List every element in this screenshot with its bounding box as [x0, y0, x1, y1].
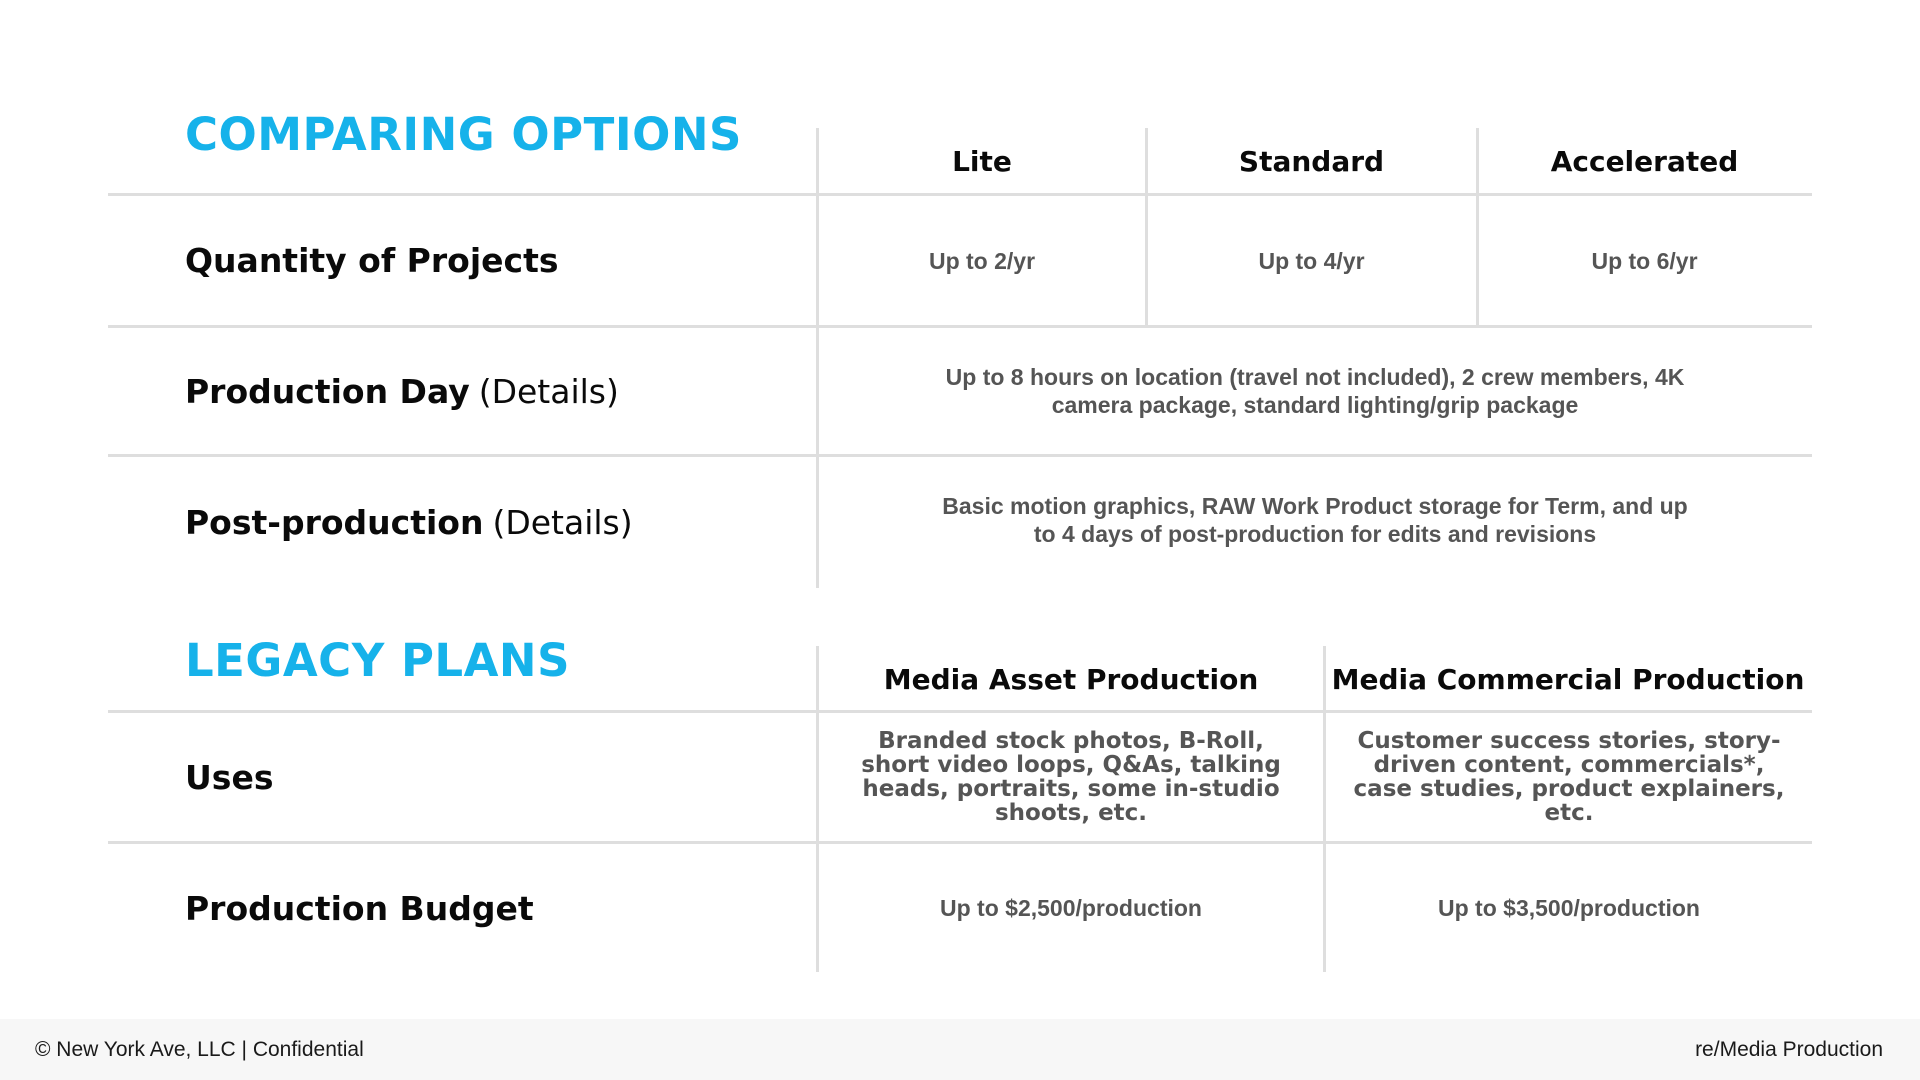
cell-budget-media-commercial: Up to $3,500/production [1438, 895, 1700, 921]
row-label-text: Uses [185, 757, 274, 797]
footer-copyright: © New York Ave, LLC | Confidential [35, 1037, 364, 1061]
column-header-lite: Lite [952, 144, 1012, 178]
cell-uses-commercial-wrap [1326, 713, 1812, 841]
cell-production-day-wrap [818, 328, 1812, 454]
row-label-text: Production Day [185, 371, 470, 411]
row-label-post-production [185, 457, 633, 587]
cell-uses-media-commercial: Customer success stories, story-driven content, commercials*, case studies, product explainers, etc. [1353, 728, 1785, 826]
cell-lite-quantity: Up to 2/yr [928, 247, 1036, 274]
row-label-text: Post-production [185, 502, 484, 542]
row-label-details: (Details) [478, 371, 619, 411]
row-label-text: Quantity of Projects [185, 241, 559, 280]
cell-uses-media-asset: Branded stock photos, B-Roll, short video loops, Q&As, talking heads, portraits, some in-studio shoots, etc. [861, 728, 1281, 826]
cell-standard-quantity: Up to 4/yr [1258, 247, 1365, 274]
row-label-quantity-of-projects [185, 196, 559, 325]
row-label-uses [185, 713, 273, 841]
column-header-standard: Standard [1238, 144, 1385, 178]
row-label-production-day [185, 328, 619, 454]
column-header-media-asset-production: Media Asset Production [883, 662, 1259, 696]
row-label-text: Production Budget [185, 888, 534, 928]
cell-budget-media-asset: Up to $2,500/production [940, 895, 1202, 921]
column-header-media-commercial-production: Media Commercial Production [1331, 662, 1805, 696]
cell-uses-asset-wrap [818, 713, 1324, 841]
footer [0, 1019, 1920, 1080]
cell-production-day: Up to 8 hours on location (travel not included), 2 crew members, 4K camera package, standard lighting/grip package [945, 364, 1685, 418]
cell-post-production-wrap [818, 457, 1812, 583]
cell-accelerated-quantity: Up to 6/yr [1591, 247, 1698, 274]
footer-brand: re/Media Production [1695, 1037, 1883, 1061]
comparing-options-title: COMPARING OPTIONS [185, 108, 742, 161]
legacy-plans-title: LEGACY PLANS [185, 634, 571, 687]
row-label-details: (Details) [492, 502, 633, 542]
row-label-production-budget [185, 844, 534, 972]
column-header-accelerated: Accelerated [1550, 144, 1739, 178]
cell-post-production: Basic motion graphics, RAW Work Product storage for Term, and up to 4 days of post-production for edits and revisions [942, 493, 1688, 547]
